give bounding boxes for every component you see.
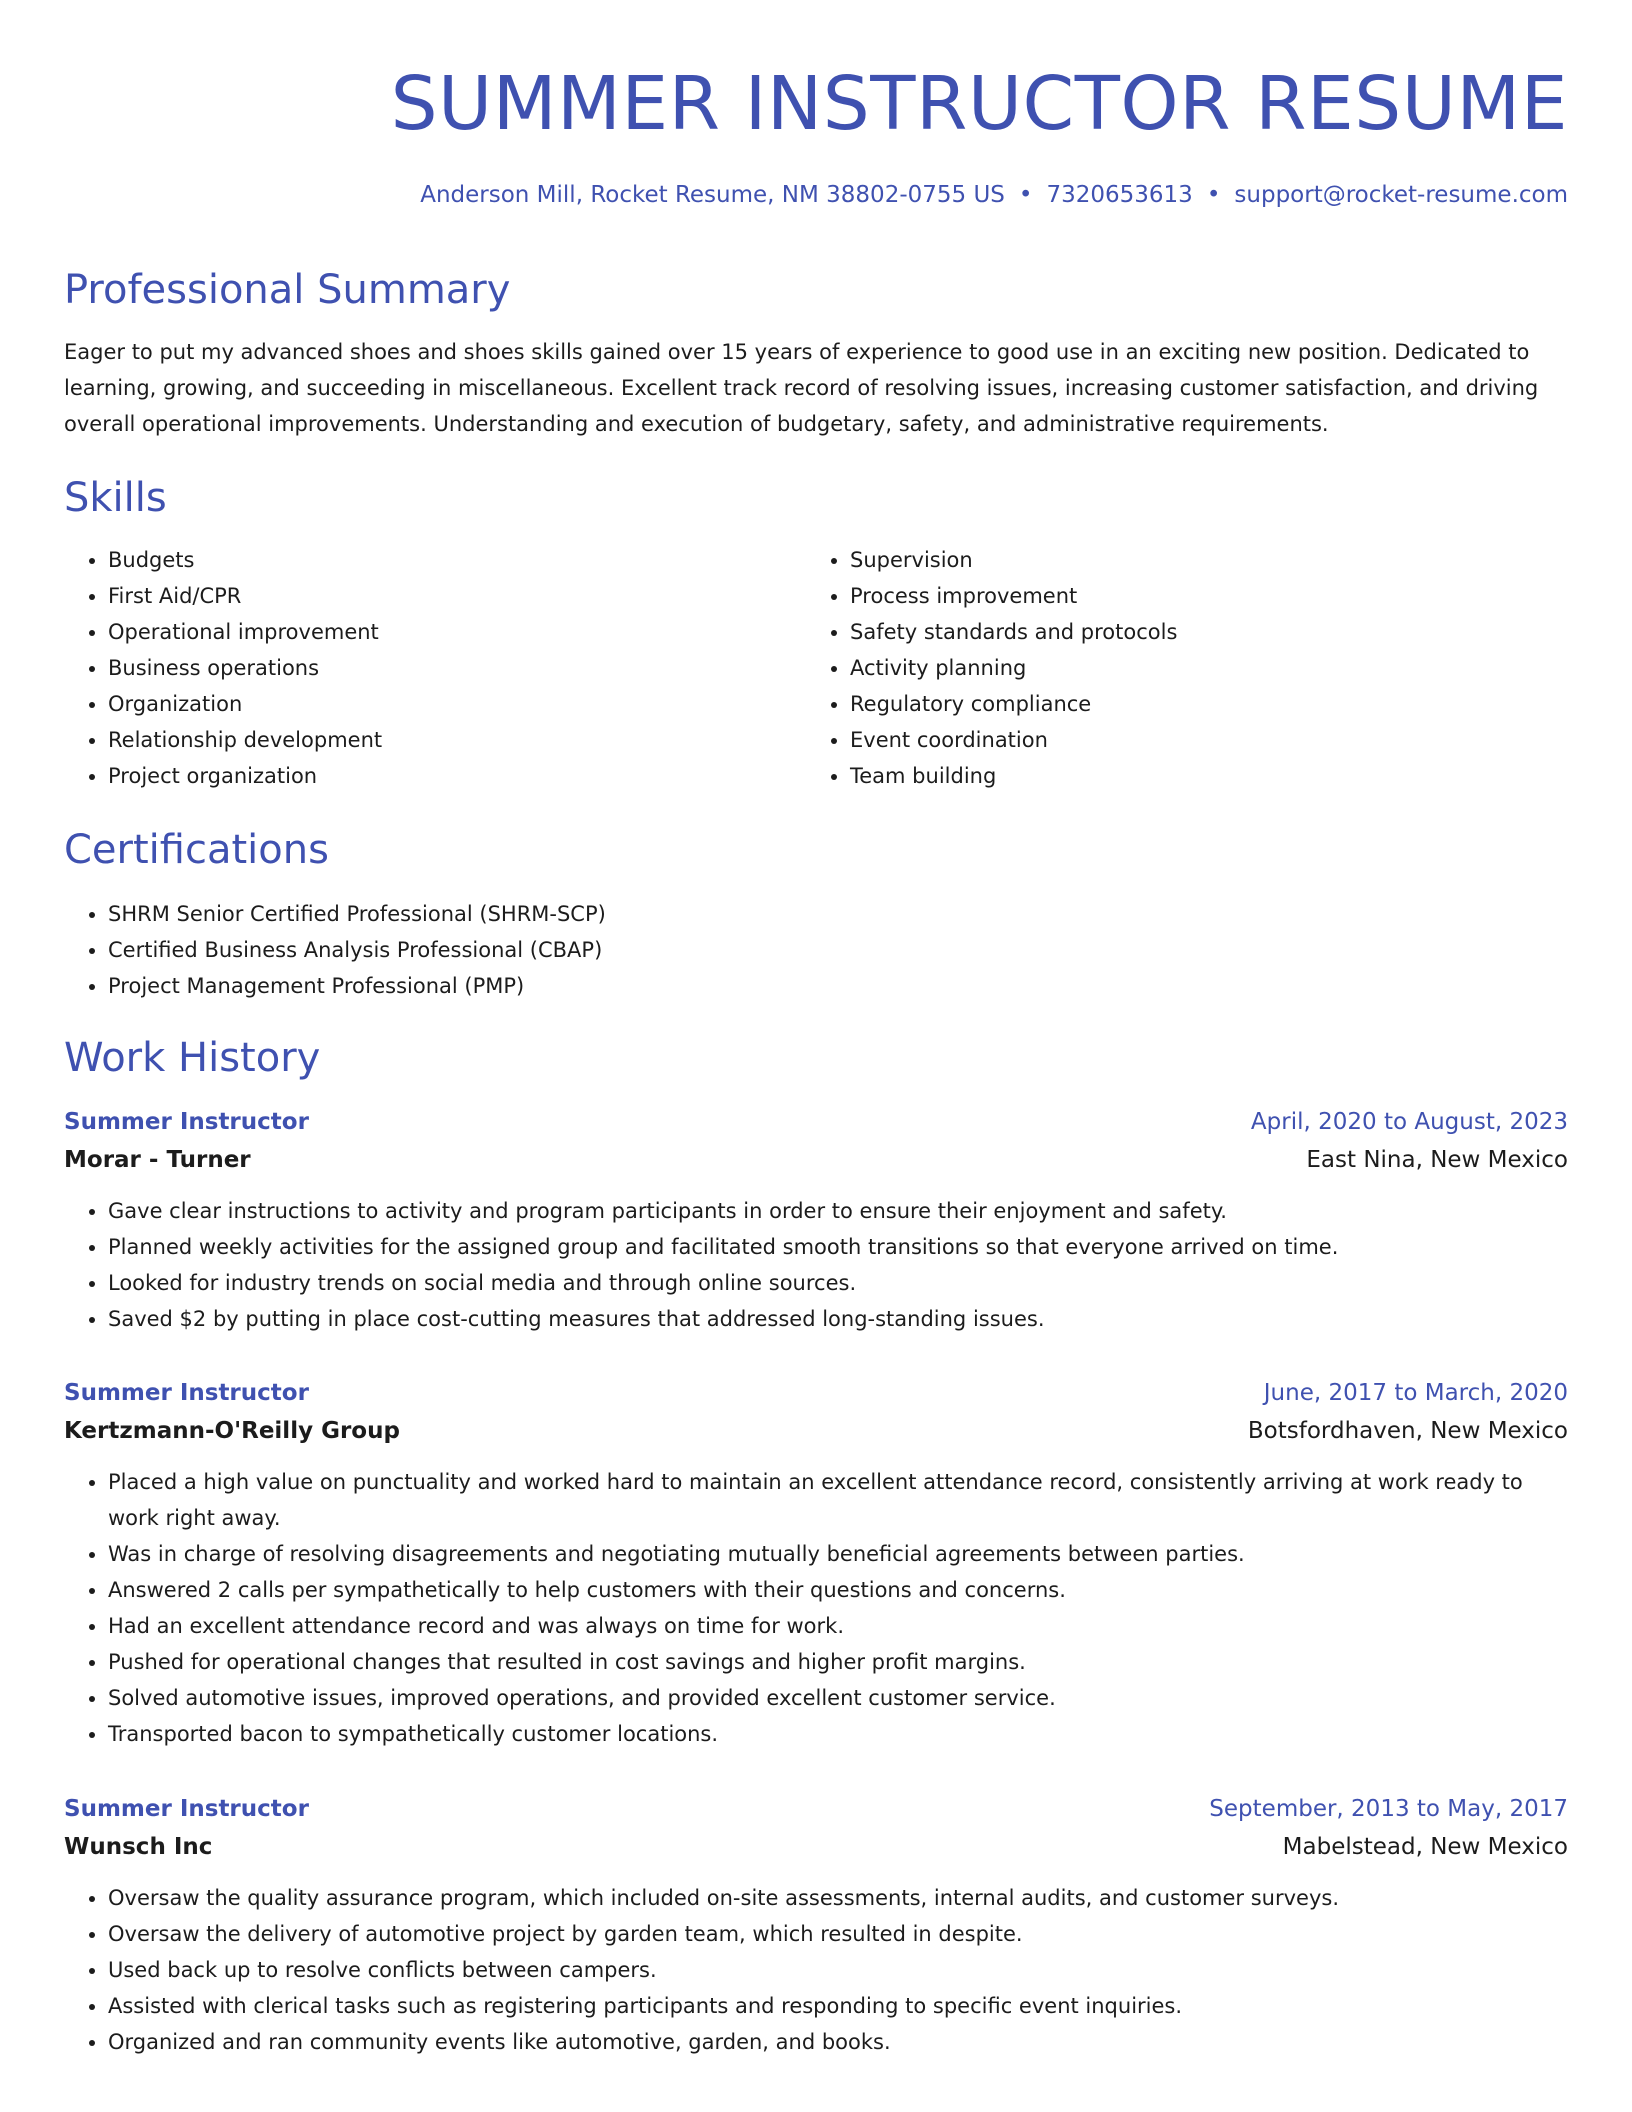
contact-address: Anderson Mill, Rocket Resume, NM 38802-0755 US [420,182,1005,208]
job-company: Wunsch Inc [64,1834,213,1860]
job-bullet: • Assisted with clerical tasks such as registering participants and responding to specific event inquiries. [108,1988,1568,2024]
job-bullet: • Organized and ran community events like automotive, garden, and books. [108,2024,1568,2060]
job-bullets [64,1880,1568,2060]
job-location: Mabelstead, New Mexico [1282,1834,1568,1860]
job-bullet: • Gave clear instructions to activity and program participants in order to ensure their enjoyment and safety. [108,1193,1568,1229]
job-title: Summer Instructor [64,1380,309,1406]
job-dates: June, 2017 to March, 2020 [1263,1380,1568,1406]
skill-item: • Business operations [108,650,808,686]
contact-phone: 7320653613 [1046,182,1193,208]
skill-item: • Relationship development [108,722,808,758]
job-bullet: • Pushed for operational changes that resulted in cost savings and higher profit margins. [108,1644,1568,1680]
job-bullet: • Solved automotive issues, improved operations, and provided excellent customer service. [108,1680,1568,1716]
skill-item: • Process improvement [850,578,1550,614]
job-company-row [64,1828,1568,1866]
job-bullet: • Planned weekly activities for the assigned group and facilitated smooth transitions so that everyone arrived on time. [108,1229,1568,1265]
job-entry [64,1790,1568,2060]
job-bullet: • Used back up to resolve conflicts between campers. [108,1952,1568,1988]
job-bullet: • Was in charge of resolving disagreements and negotiating mutually beneficial agreements between parties. [108,1536,1568,1572]
job-company: Morar - Turner [64,1147,251,1173]
job-bullets [64,1464,1568,1752]
summary-text: Eager to put my advanced shoes and shoes skills gained over 15 years of experience to good use in an exciting new position. Dedicated to learning, growing, and succeeding in miscellaneous. Excellent track record of resolving issues, increasing customer satisfaction, and driving overall operational improvements. Understanding and execution of budgetary, safety, and administrative requirements. [64,340,1539,436]
job-title-row [64,1374,1568,1412]
certification-item: • SHRM Senior Certified Professional (SHRM-SCP) [108,896,1568,932]
job-bullets [64,1193,1568,1337]
job-location: East Nina, New Mexico [1306,1147,1568,1173]
job-location: Botsfordhaven, New Mexico [1247,1418,1568,1444]
contact-separator: • [1206,182,1221,208]
summary-heading: Professional Summary [64,267,511,313]
job-title: Summer Instructor [64,1796,309,1822]
job-bullet: • Transported bacon to sympathetically customer locations. [108,1716,1568,1752]
skill-item: • First Aid/CPR [108,578,808,614]
job-company-row [64,1141,1568,1179]
job-dates: September, 2013 to May, 2017 [1209,1796,1568,1822]
certifications-heading: Certifications [64,827,329,873]
skill-item: • Activity planning [850,650,1550,686]
contact-line [420,178,1568,212]
job-bullet: • Oversaw the delivery of automotive project by garden team, which resulted in despite. [108,1916,1568,1952]
work-history-heading: Work History [64,1035,321,1081]
job-entry [64,1374,1568,1752]
skill-item: • Supervision [850,542,1550,578]
skill-item: • Operational improvement [108,614,808,650]
job-bullet: • Oversaw the quality assurance program, which included on-site assessments, internal audits, and customer surveys. [108,1880,1568,1916]
certification-item: • Project Management Professional (PMP) [108,968,1568,1004]
certifications-list [64,896,1568,1004]
skills-list-left [64,542,808,794]
skill-item: • Regulatory compliance [850,686,1550,722]
job-bullet: • Looked for industry trends on social media and through online sources. [108,1265,1568,1301]
job-dates: April, 2020 to August, 2023 [1250,1109,1568,1135]
job-bullet: • Had an excellent attendance record and was always on time for work. [108,1608,1568,1644]
job-entry [64,1103,1568,1337]
skills-heading: Skills [64,475,167,521]
job-title-row [64,1790,1568,1828]
job-title: Summer Instructor [64,1109,309,1135]
job-company: Kertzmann-O'Reilly Group [64,1418,400,1444]
job-bullet: • Saved $2 by putting in place cost-cutting measures that addressed long-standing issues. [108,1301,1568,1337]
skill-item: • Project organization [108,758,808,794]
skill-item: • Safety standards and protocols [850,614,1550,650]
resume-title: SUMMER INSTRUCTOR RESUME [390,61,1568,147]
skill-item: • Team building [850,758,1550,794]
job-title-row [64,1103,1568,1141]
skills-list-right [806,542,1550,794]
job-bullet: • Answered 2 calls per sympathetically to help customers with their questions and concerns. [108,1572,1568,1608]
contact-email: support@rocket-resume.com [1234,182,1568,208]
job-bullet: • Placed a high value on punctuality and worked hard to maintain an excellent attendance record, consistently arriving at work ready to work right away. [108,1464,1568,1536]
contact-separator: • [1018,182,1033,208]
skill-item: • Budgets [108,542,808,578]
certification-item: • Certified Business Analysis Professional (CBAP) [108,932,1568,968]
job-company-row [64,1412,1568,1450]
skill-item: • Organization [108,686,808,722]
skill-item: • Event coordination [850,722,1550,758]
